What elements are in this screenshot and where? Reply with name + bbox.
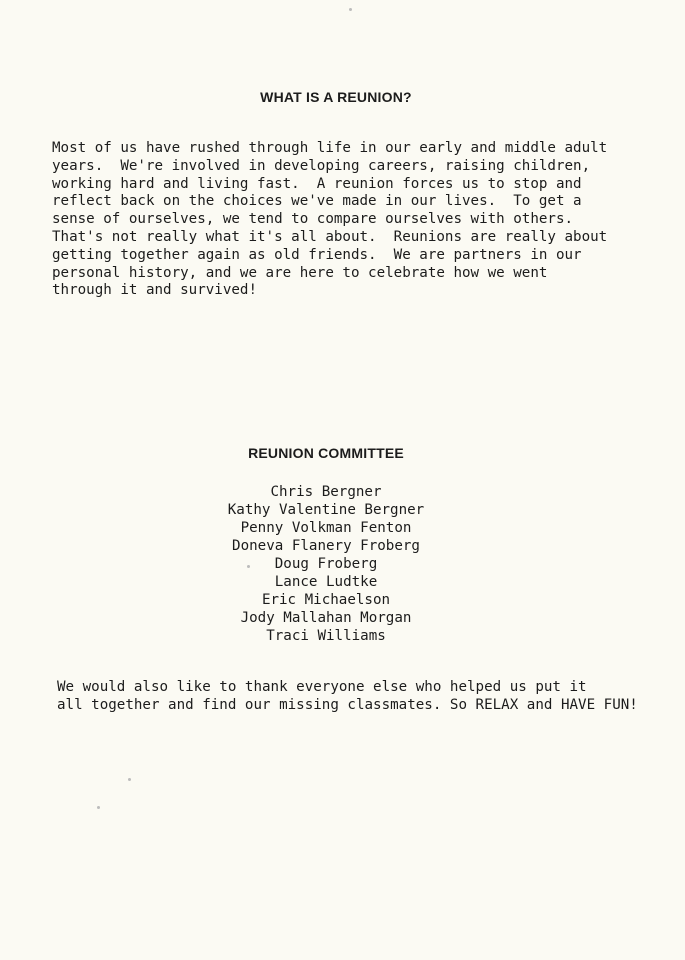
committee-member: Chris Bergner	[270, 484, 382, 500]
intro-line: That's not really what it's all about. Reunions are really about	[52, 228, 608, 245]
intro-paragraph	[52, 140, 652, 300]
intro-line: years. We're involved in developing careers, raising children,	[52, 157, 591, 174]
committee-member: Jody Mallahan Morgan	[240, 610, 412, 626]
committee-member: Doug Froberg	[274, 556, 378, 572]
committee-member: Traci Williams	[266, 628, 386, 644]
paper-speck	[349, 8, 352, 11]
committee-member-list	[0, 483, 652, 645]
committee-member: Kathy Valentine Bergner	[227, 502, 425, 518]
intro-line: reflect back on the choices we've made in our lives. To get a	[52, 193, 582, 210]
committee-member: Lance Ludtke	[274, 574, 378, 590]
committee-title: REUNION COMMITTEE	[248, 445, 404, 461]
intro-line: through it and survived!	[52, 282, 257, 299]
paper-speck	[247, 565, 250, 568]
committee-member: Penny Volkman Fenton	[240, 520, 412, 536]
paper-speck	[97, 806, 100, 809]
paper-speck	[128, 778, 131, 781]
intro-line: personal history, and we are here to celebrate how we went	[52, 264, 548, 281]
page-title: WHAT IS A REUNION?	[260, 89, 412, 105]
closing-line: We would also like to thank everyone else who helped us put it	[57, 679, 587, 695]
intro-line: working hard and living fast. A reunion forces us to stop and	[52, 175, 582, 192]
intro-line: getting together again as old friends. We are partners in our	[52, 246, 582, 263]
intro-line: Most of us have rushed through life in our early and middle adult	[52, 140, 608, 156]
committee-member: Eric Michaelson	[261, 592, 391, 608]
closing-line: all together and find our missing classmates. So RELAX and HAVE FUN!	[57, 696, 638, 713]
intro-line: sense of ourselves, we tend to compare ourselves with others.	[52, 211, 574, 228]
closing-paragraph	[57, 679, 683, 714]
committee-member: Doneva Flanery Froberg	[232, 538, 420, 554]
